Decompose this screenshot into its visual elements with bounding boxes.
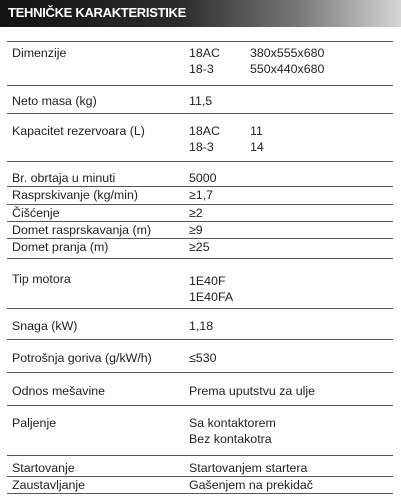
spec-label-potrosnja: Potrošnja goriva (g/kW/h) xyxy=(12,351,152,365)
spec-value: ≥25 xyxy=(189,240,210,254)
spec-label-kapacitet: Kapacitet rezervoara (L) xyxy=(12,124,145,138)
section-title: TEHNIČKE KARAKTERISTIKE xyxy=(8,5,186,20)
spec-model: 18-3 xyxy=(189,140,214,154)
spec-label-dimenzije: Dimenzije xyxy=(12,46,67,60)
spec-value: 550x440x680 xyxy=(250,62,325,76)
row-divider xyxy=(7,238,393,239)
spec-label-odnos: Odnos mešavine xyxy=(12,384,105,398)
spec-value: ≤530 xyxy=(189,351,217,365)
row-divider xyxy=(7,405,393,406)
spec-value: Startovanjem startera xyxy=(189,461,308,475)
spec-value: 1E40FA xyxy=(189,290,234,304)
spec-value: Bez kontakotra xyxy=(189,432,272,446)
row-divider xyxy=(7,372,393,373)
spec-label-domet-rasprskavanja: Domet rasprskavanja (m) xyxy=(12,223,152,237)
spec-model: 18-3 xyxy=(189,62,214,76)
spec-label-rasprskivanje: Rasprskivanje (kg/min) xyxy=(12,188,139,202)
row-divider xyxy=(7,493,393,494)
row-divider xyxy=(7,339,393,340)
spec-label-paljenje: Paljenje xyxy=(12,416,57,430)
row-divider xyxy=(7,308,393,309)
spec-value: 11 xyxy=(250,124,263,138)
row-divider xyxy=(7,186,393,187)
spec-model: 18AC xyxy=(189,124,220,138)
spec-label-snaga: Snaga (kW) xyxy=(12,319,78,333)
spec-value: ≥1,7 xyxy=(189,188,214,202)
row-divider xyxy=(7,221,393,222)
spec-value: 1,18 xyxy=(189,319,214,333)
row-divider xyxy=(7,476,393,477)
spec-label-ciscenje: Čišćenje xyxy=(12,206,60,220)
section-header xyxy=(0,0,401,27)
row-divider xyxy=(7,41,393,42)
spec-label-startovanje: Startovanje xyxy=(12,461,75,475)
spec-value: Sa kontaktorem xyxy=(189,416,276,430)
spec-value: Gašenjem na prekidač xyxy=(189,478,313,492)
spec-model: 18AC xyxy=(189,46,220,60)
spec-value: 380x555x680 xyxy=(250,46,325,60)
row-divider xyxy=(7,204,393,205)
spec-value: ≥2 xyxy=(189,206,203,220)
spec-value: 14 xyxy=(250,140,264,154)
spec-value: Prema uputstvu za ulje xyxy=(189,384,316,398)
spec-value: ≥9 xyxy=(189,223,203,237)
row-divider xyxy=(7,85,393,86)
spec-label-br-obrtaja: Br. obrtaja u minuti xyxy=(12,171,116,185)
spec-label-domet-pranja: Domet pranja (m) xyxy=(12,240,109,254)
row-divider xyxy=(7,113,393,114)
spec-value: 11,5 xyxy=(189,94,213,108)
spec-label-neto-masa: Neto masa (kg) xyxy=(12,94,97,108)
spec-value: 1E40F xyxy=(189,274,226,288)
spec-label-tip-motora: Tip motora xyxy=(12,272,71,286)
spec-value: 5000 xyxy=(189,171,217,185)
row-divider xyxy=(7,455,393,456)
row-divider xyxy=(7,258,393,259)
row-divider xyxy=(7,161,393,162)
spec-label-zaustavljanje: Zaustavljanje xyxy=(12,478,86,492)
